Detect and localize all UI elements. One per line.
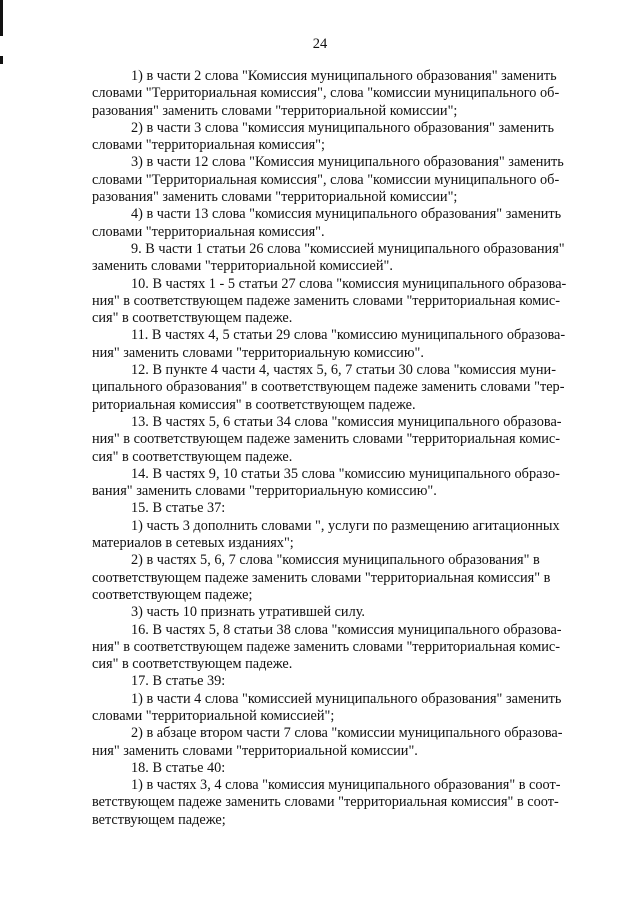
paragraph-item-9: 9. В части 1 статьи 26 слова "комиссией муниципального образования" заменить словами "территориальной комиссией". (92, 240, 565, 275)
document-body (92, 68, 595, 829)
page-number: 24 (312, 36, 328, 52)
paragraph-item-15-sub-2: 2) в частях 5, 6, 7 слова "комиссия муниципального образования" в соответствующем падеже заменить словами "территориальная комиссия" в соответствующем падеже; (92, 552, 551, 603)
paragraph-item-13: 13. В частях 5, 6 статьи 34 слова "комиссия муниципального образова- ния" в соответствующем падеже заменить словами "территориальная комис- сия" в соответствующем падеже. (92, 413, 562, 465)
paragraph-item-10: 10. В частях 1 - 5 статьи 27 слова "комиссия муниципального образова- ния" в соответствующем падеже заменить словами "территориальная комис- сия" в соответствующем падеже. (92, 275, 567, 327)
paragraph-item-15-sub-3: 3) часть 10 признать утратившей силу. (131, 604, 365, 621)
paragraph-amend-part-13: 4) в части 13 слова "комиссия муниципального образования" заменить словами "территориальная комиссия". (92, 206, 562, 240)
paragraph-item-12: 12. В пункте 4 части 4, частях 5, 6, 7 статьи 30 слова "комиссия муни- ципального образования" в соответствующем падеже заменить словами "тер- риториальная комиссия" в соответствующем падеже. (92, 362, 565, 413)
paragraph-amend-part-2: 1) в части 2 слова "Комиссия муниципального образования" заменить словами "Территориальная комиссия", слова "комиссии муниципального об- разования" заменить словами "территориальной комиссии"; (92, 68, 560, 119)
paragraph-amend-part-3: 2) в части 3 слова "комиссия муниципального образования" заменить словами "территориальная комиссия"; (92, 119, 555, 154)
paragraph-item-18-heading: 18. В статье 40: (131, 759, 226, 776)
paragraph-item-14: 14. В частях 9, 10 статьи 35 слова "комиссию муниципального образо- вания" заменить словами "территориальную комиссию". (92, 465, 560, 500)
paragraph-amend-part-12: 3) в части 12 слова "Комиссия муниципального образования" заменить словами "Территориальная комиссия", слова "комиссии муниципального об- разования" заменить словами "территориальной комиссии"; (92, 154, 564, 206)
paragraph-item-17-sub-2: 2) в абзаце втором части 7 слова "комиссии муниципального образова- ния" заменить словами "территориальной комиссии". (92, 725, 563, 759)
paragraph-item-17-heading: 17. В статье 39: (131, 673, 226, 690)
scan-edge-mark (0, 0, 3, 36)
scan-edge-mark-small (0, 56, 3, 64)
paragraph-item-16: 16. В частях 5, 8 статьи 38 слова "комиссия муниципального образова- ния" в соответствующем падеже заменить словами "территориальная комис- сия" в соответствующем падеже. (92, 621, 562, 673)
paragraph-item-15-sub-1: 1) часть 3 дополнить словами ", услуги по размещению агитационных материалов в сетевых изданиях"; (92, 517, 560, 552)
paragraph-item-11: 11. В частях 4, 5 статьи 29 слова "комиссию муниципального образова- ния" заменить словами "территориальную комиссию". (92, 327, 566, 361)
paragraph-item-17-sub-1: 1) в части 4 слова "комиссией муниципального образования" заменить словами "территориальной комиссией"; (92, 690, 562, 724)
paragraph-item-18-sub-1: 1) в частях 3, 4 слова "комиссия муниципального образования" в соот- ветствующем падеже заменить словами "территориальная комиссия" в соот- ветствующем падеже; (92, 777, 561, 828)
paragraph-item-15-heading: 15. В статье 37: (131, 500, 226, 517)
